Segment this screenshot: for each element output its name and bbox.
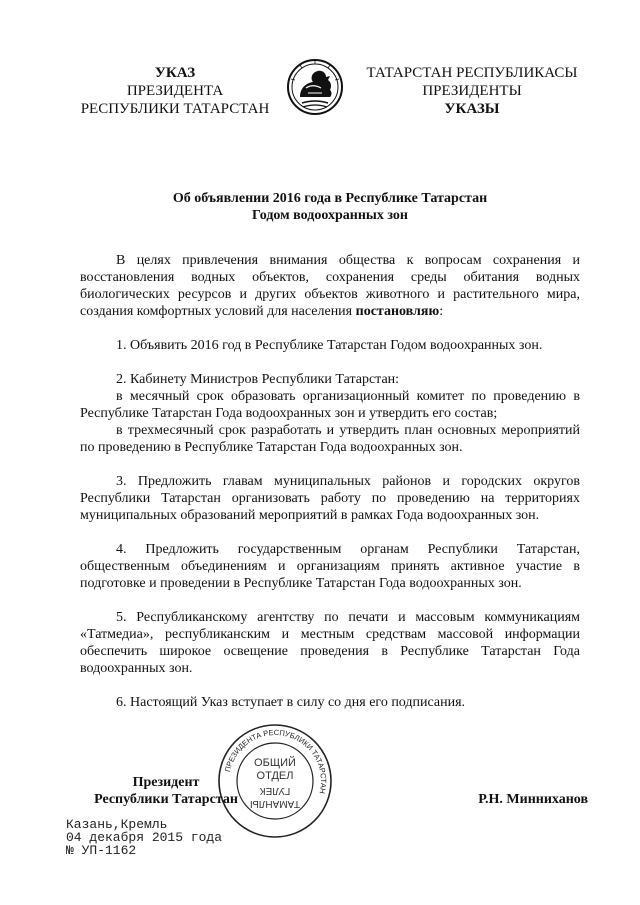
signatory-title-line-2: Республики Татарстан: [94, 792, 238, 807]
intro-colon: :: [439, 304, 444, 319]
item-2-heading: 2. Кабинету Министров Республики Татарстан:: [116, 372, 400, 387]
decree-body: [80, 252, 580, 711]
header-right-line-3: УКАЗЫ: [444, 101, 500, 117]
signatory-title-line-1: Президент: [132, 775, 200, 790]
intro-paragraph: [80, 252, 580, 320]
decree-title: [80, 190, 580, 224]
stamp-center-line-1: ОБЩИЙ: [254, 757, 296, 769]
header-left-line-1: УКАЗ: [154, 65, 196, 81]
item-5: 5. Республиканскому агентству по печати и массовым коммуникациям «Татмедиа», республиканским и местным средствам массовой информации обеспечить широкое освещение проведения в Республике Татарстан Года водоохранных зон.: [80, 610, 580, 676]
header-left: [70, 64, 280, 118]
header-left-line-2: ПРЕЗИДЕНТА: [126, 83, 224, 99]
item-4: 4. Предложить государственным органам Республики Татарстан, общественным объединениям и организациям принять активное участие в подготовке и проведении в Республике Татарстан Года водоохранных зон.: [80, 542, 580, 591]
header-left-line-3: РЕСПУБЛИКИ ТАТАРСТАН: [80, 101, 270, 117]
intro-text: В целях привлечения внимания общества к вопросам сохранения и восстановления водных объектов, сохранения среды обитания водных биологических ресурсов и других объектов животного и растительного мира, создания комфортных условий для населения: [80, 253, 580, 319]
item-3: 3. Предложить главам муниципальных районов и городских округов Республики Татарстан организовать работу по проведению на территориях муниципальных образований мероприятий в рамках Года водоохранных зон.: [80, 474, 580, 523]
item-6: 6. Настоящий Указ вступает в силу со дня его подписания.: [116, 695, 466, 710]
signatory-title: [80, 774, 252, 808]
intro-bold-word: постановляю: [355, 304, 440, 319]
item-1: 1. Объявить 2016 год в Республике Татарстан Годом водоохранных зон.: [116, 338, 543, 353]
header-right: [358, 64, 586, 118]
stamp-center-line-2: ОТДЕЛ: [256, 770, 294, 782]
item-2-subitem-a: в месячный срок образовать организационный комитет по проведению в Республике Татарстан Года водоохранных зон и утвердить его состав;: [80, 389, 580, 421]
date-line: 04 декабря 2015 года: [66, 830, 223, 845]
decree-title-line-2: Годом водоохранных зон: [252, 208, 408, 223]
decree-title-line-1: Об объявлении 2016 года в Республике Татарстан: [172, 191, 488, 206]
place-line: Казань,Кремль: [66, 817, 168, 832]
decree-number: № УП-1162: [66, 843, 137, 858]
stamp-center-line-3: ГУЛЕК: [259, 785, 291, 796]
signatory-name: Р.Н. Минниханов: [478, 792, 588, 807]
header-right-line-2: ПРЕЗИДЕНТЫ: [422, 83, 522, 99]
tatarstan-emblem-icon: [286, 55, 344, 120]
stamp-ring-text: ПРЕЗИДЕНТА РЕСПУБЛИКИ ТАТАРСТАН: [222, 727, 329, 795]
place-date-number: [66, 818, 222, 857]
item-2-subitem-b: в трехмесячный срок разработать и утвердить план основных мероприятий по проведению в Республике Татарстан Года водоохранных зон.: [80, 423, 580, 455]
header-right-line-1: ТАТАРСТАН РЕСПУБЛИКАСЫ: [366, 65, 578, 81]
stamp-center-line-4: ТАМАНЛЫ: [249, 798, 301, 809]
